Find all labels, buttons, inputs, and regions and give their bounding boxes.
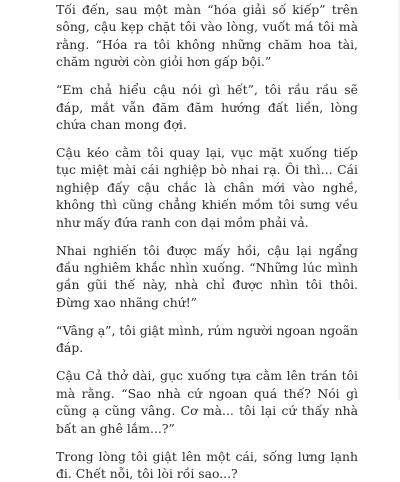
paragraph-6: Cậu Cả thở dài, gục xuống tựa cằm lên trán tôi mà rằng. “Sao nhà cứ ngoan quá thế? Nói gì cũng ạ cũng vâng. Cơ mà... tôi lại cứ thấy nhà bất an ghê lắm...?” [56, 367, 358, 437]
paragraph-1: Tối đến, sau một màn “hóa giải số kiếp” trên sông, cậu kẹp chặt tôi vào lòng, vuốt má tôi mà rằng. “Hóa ra tôi không những chăm hoa tài, chăm người còn giỏi hơn gấp bội.” [56, 1, 358, 71]
paragraph-2: “Em chả hiểu cậu nói gì hết”, tôi rầu rầu sẽ đáp, mắt vẫn đăm đăm hướng đất liền, lòng chứa chan mong đợi. [56, 81, 358, 133]
paragraph-4: Nhai nghiến tôi được mấy hồi, cậu lại ngẩng đầu nghiêm khắc nhìn xuống. “Những lúc mình gần gũi thế này, nhà chỉ được nhìn tôi thôi. Đừng xao nhãng chứ!” [56, 242, 358, 312]
paragraph-7: Trong lòng tôi giật lên một cái, sống lưng lạnh đi. Chết nỗi, tôi lòi rồi sao...? [56, 448, 358, 482]
paragraph-5: “Vâng ạ”, tôi giật mình, rúm người ngoan ngoãn đáp. [56, 322, 358, 357]
paragraph-3: Cậu kéo cằm tôi quay lại, vục mặt xuống tiếp tục miệt mài cái nghiệp bò nhai rạ. Ôi thì... Cái nghiệp đấy cậu chắc là chân mới vào nghề, không thì cũng chẳng khiến mồm tôi sưng vều như mấy đứa ranh con dại mồm phải vả. [56, 144, 358, 231]
